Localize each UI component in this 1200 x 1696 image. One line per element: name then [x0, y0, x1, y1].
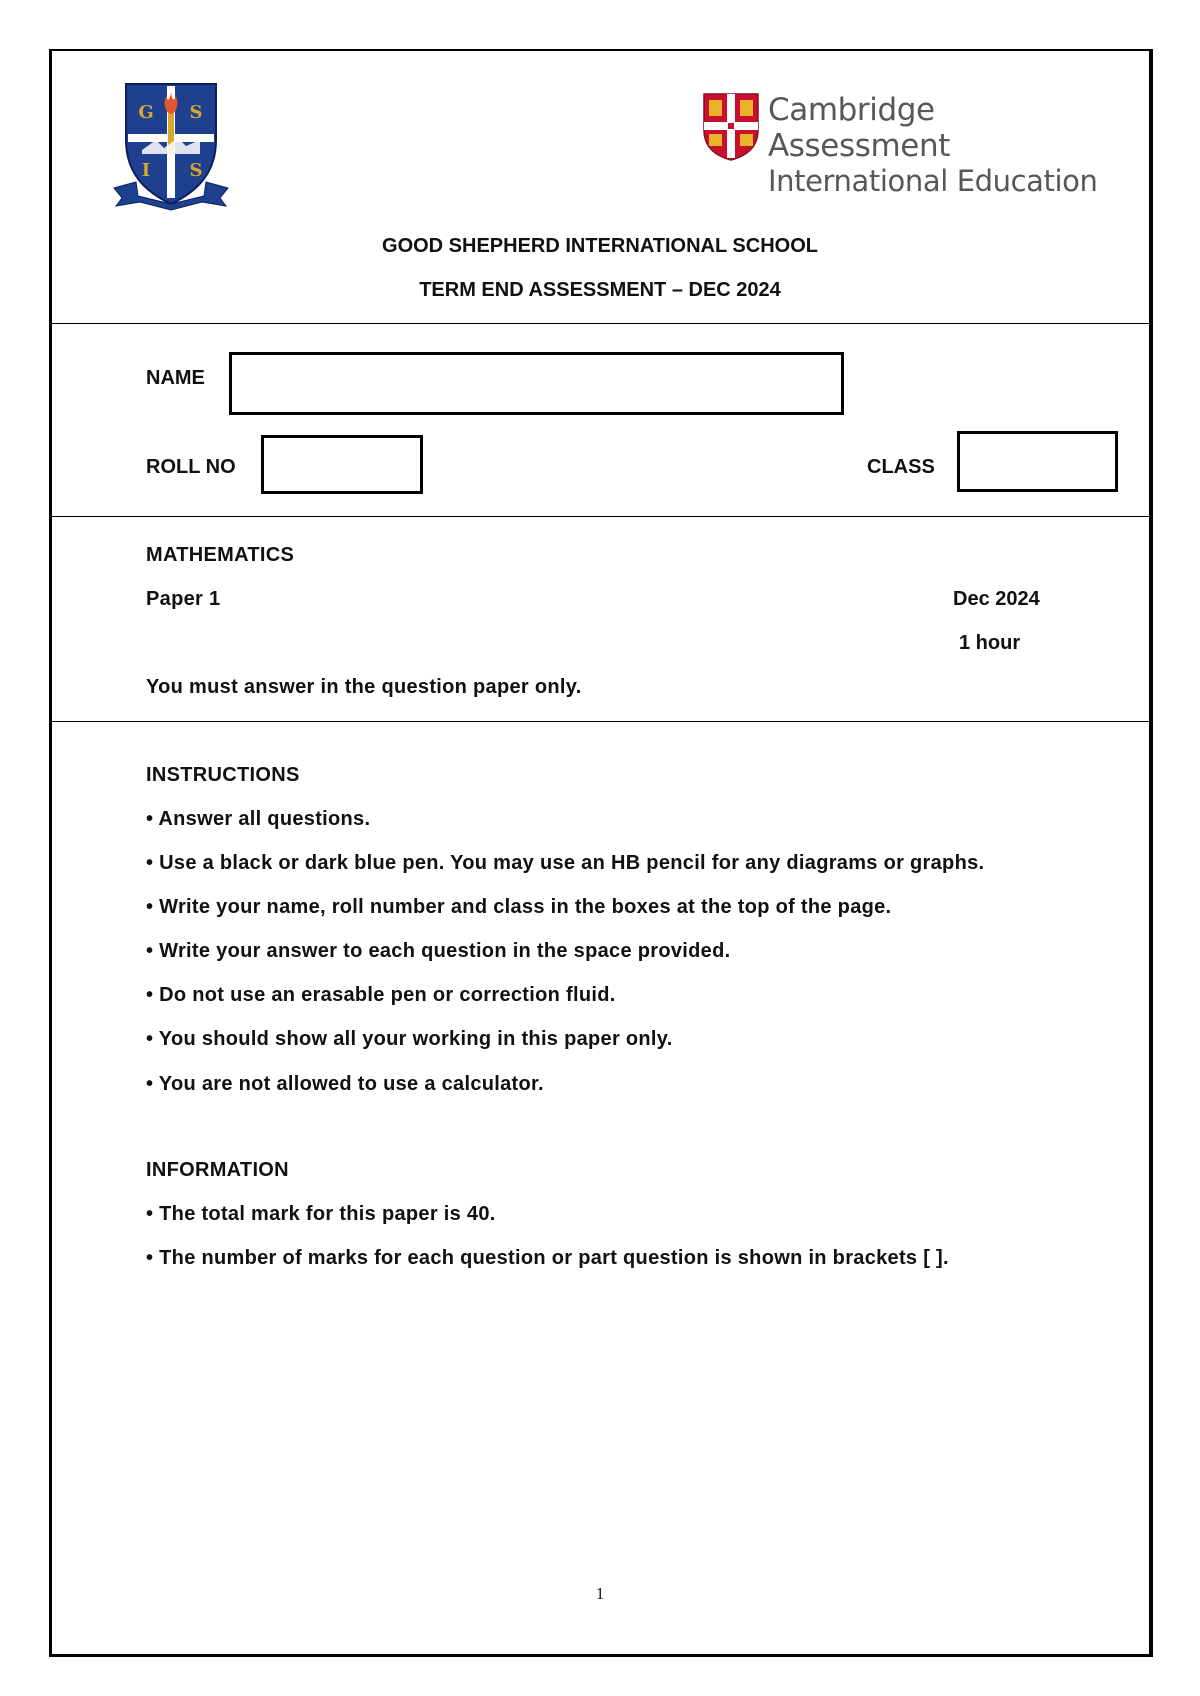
instruction-item: • Write your answer to each question in the space provided. [146, 940, 731, 962]
name-label: NAME [146, 367, 205, 389]
paper-date: Dec 2024 [953, 588, 1040, 610]
instruction-item: • Do not use an erasable pen or correction fluid. [146, 984, 616, 1006]
assessment-title: TERM END ASSESSMENT – DEC 2024 [419, 279, 781, 301]
crest-letter-2: S [189, 102, 203, 123]
instruction-item: • Use a black or dark blue pen. You may use an HB pencil for any diagrams or graphs. [146, 852, 985, 874]
instruction-item: • Answer all questions. [146, 808, 371, 830]
crest-letter-3: I [141, 160, 151, 181]
subject: MATHEMATICS [146, 544, 295, 566]
crest-letter-4: S [189, 160, 203, 181]
school-crest-icon [112, 78, 230, 212]
page-number: 1 [595, 1584, 605, 1603]
board-name-line2: International Education [768, 164, 1098, 198]
divider-2 [51, 516, 1149, 517]
instruction-item: • You should show all your working in this paper only. [146, 1028, 673, 1050]
class-label: CLASS [867, 456, 935, 478]
instruction-item: • You are not allowed to use a calculator. [146, 1073, 544, 1095]
class-field[interactable] [957, 431, 1118, 492]
cambridge-shield-icon [702, 92, 760, 162]
roll-no-label: ROLL NO [146, 456, 236, 478]
crest-letter-1: G [138, 102, 154, 123]
name-field[interactable] [229, 352, 844, 415]
roll-no-field[interactable] [261, 435, 423, 494]
instruction-item: • Write your name, roll number and class in the boxes at the top of the page. [146, 896, 892, 918]
answer-note: You must answer in the question paper only. [146, 676, 582, 698]
instructions-heading: INSTRUCTIONS [146, 764, 300, 786]
board-name-line1: Cambridge Assessment [768, 92, 950, 164]
divider-1 [51, 323, 1149, 324]
information-item: • The total mark for this paper is 40. [146, 1203, 496, 1225]
divider-3 [51, 721, 1149, 722]
cambridge-logo [702, 92, 1122, 198]
information-heading: INFORMATION [146, 1159, 289, 1181]
paper-number: Paper 1 [146, 588, 221, 610]
information-item: • The number of marks for each question or part question is shown in brackets [ ]. [146, 1247, 949, 1269]
school-name: GOOD SHEPHERD INTERNATIONAL SCHOOL [382, 235, 818, 257]
paper-duration: 1 hour [959, 632, 1021, 654]
